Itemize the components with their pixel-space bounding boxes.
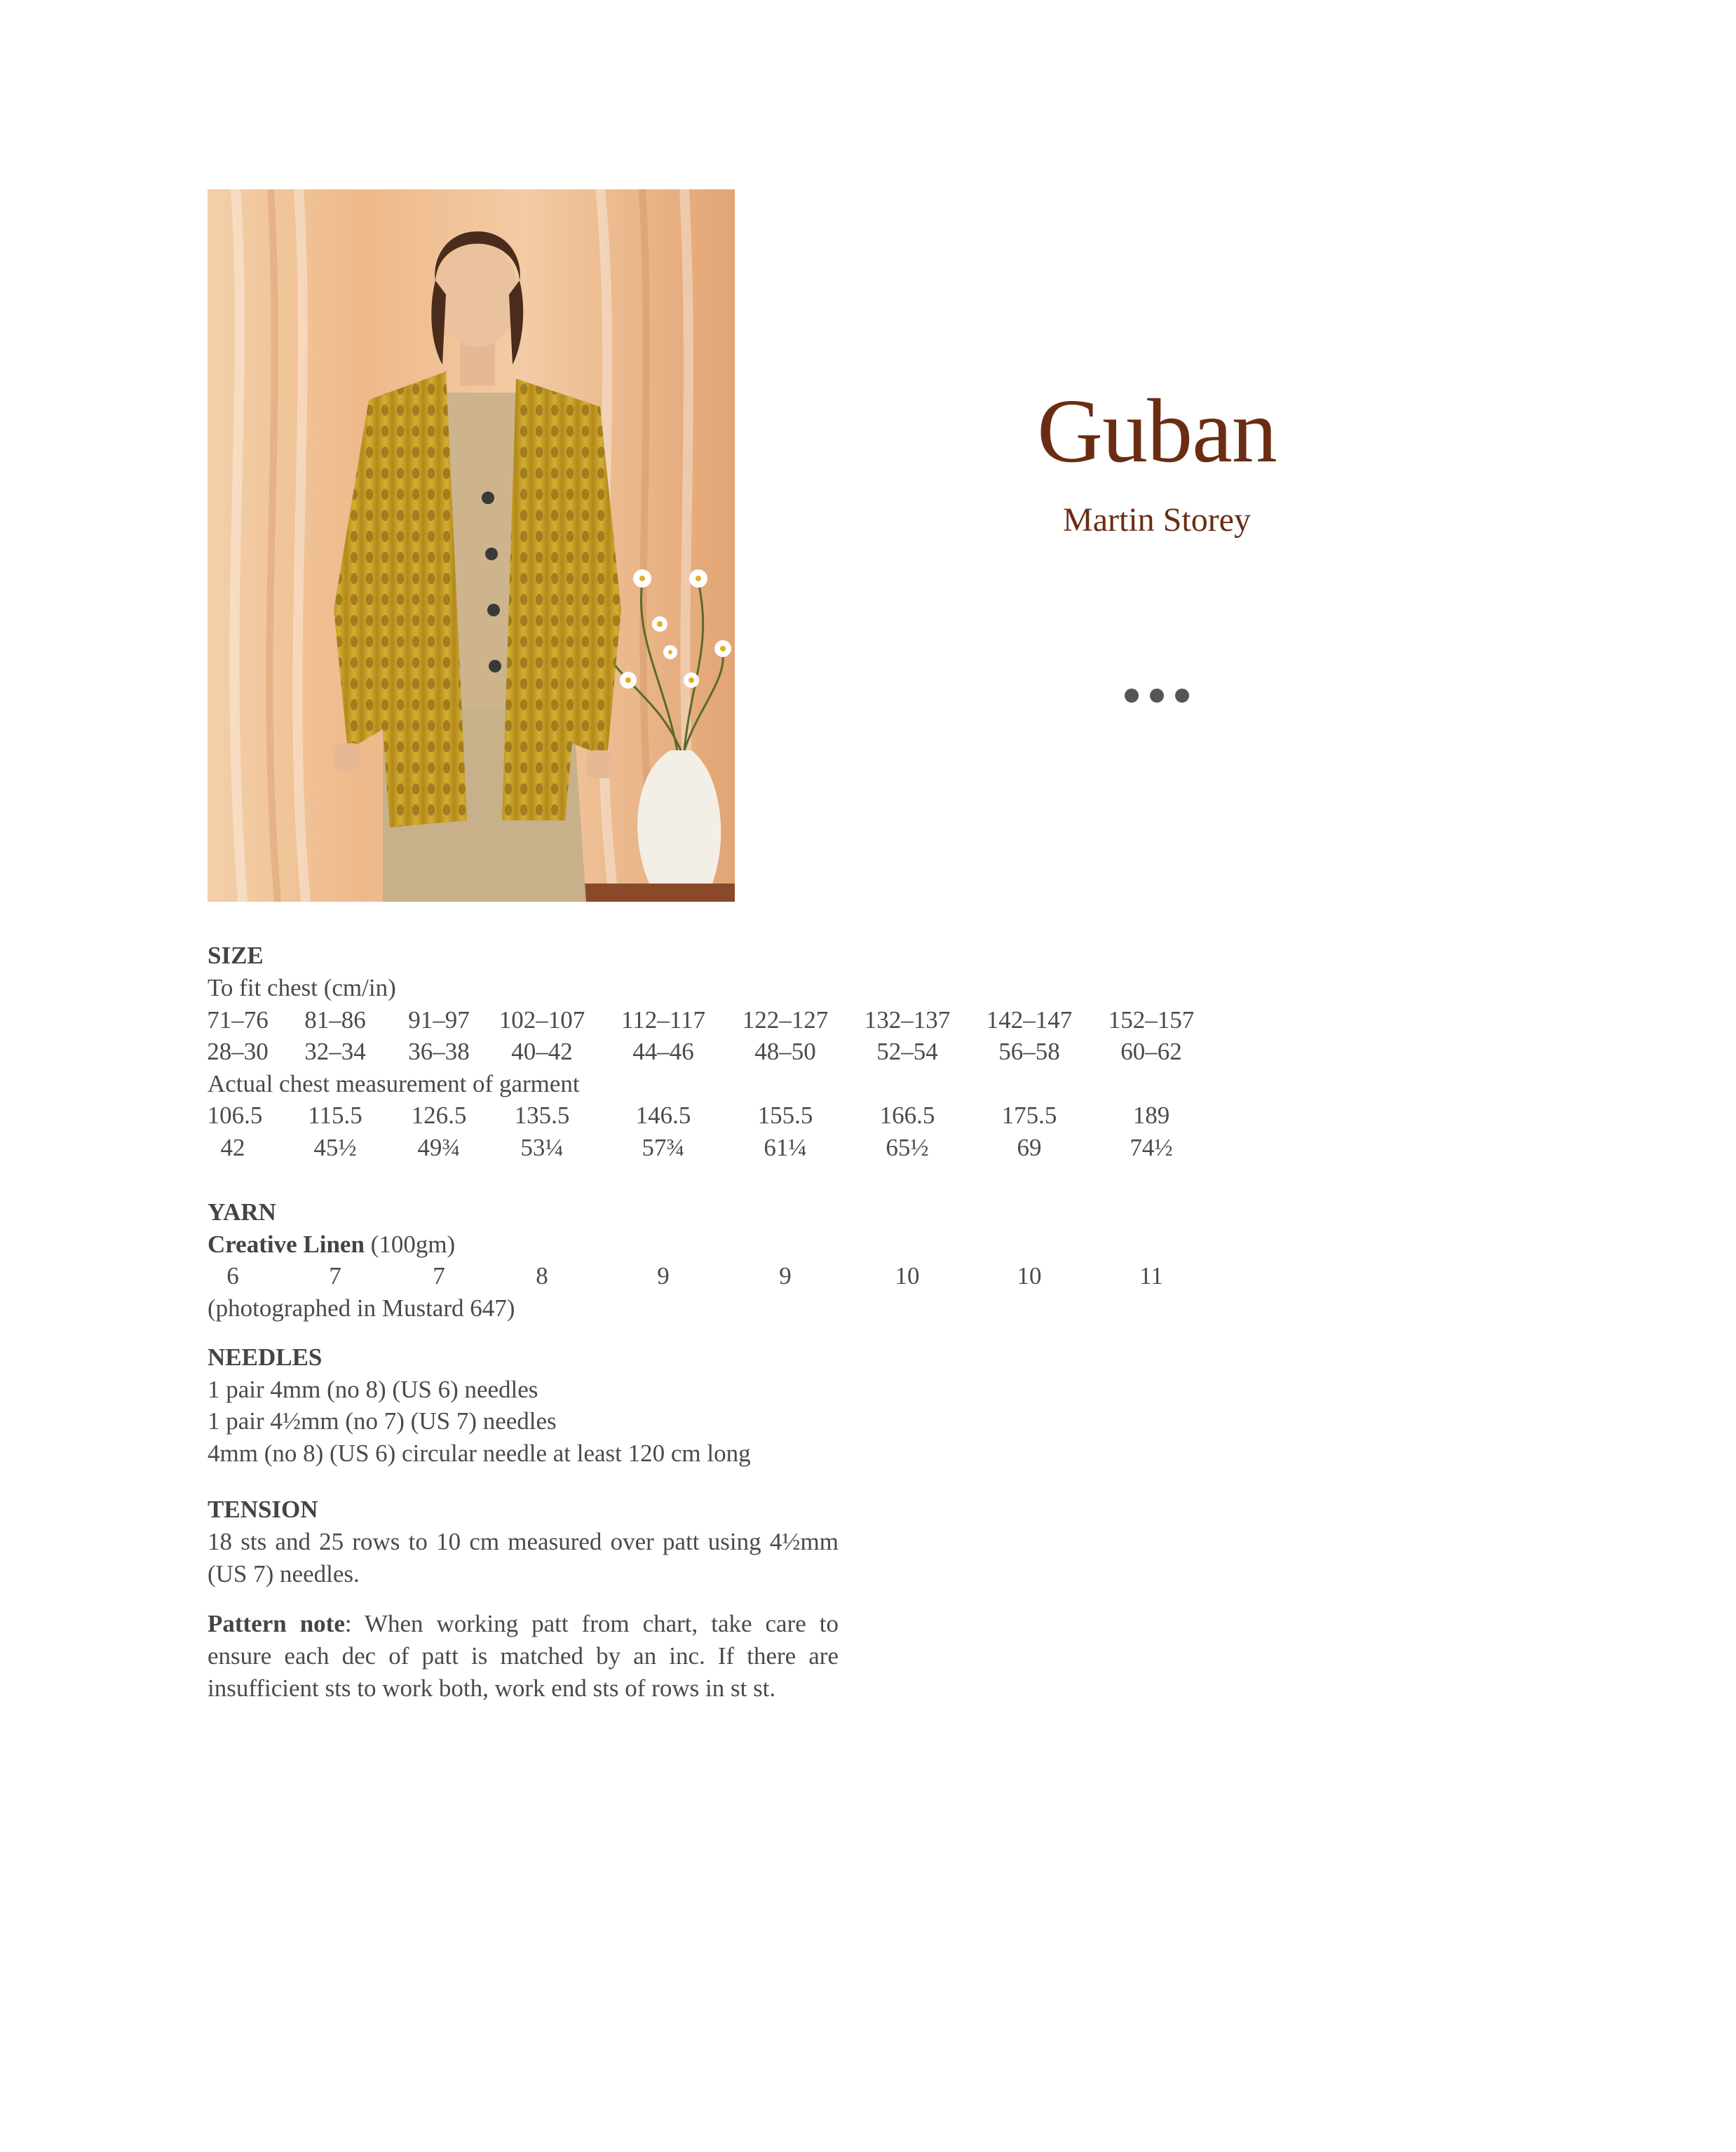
dot-icon bbox=[1150, 689, 1164, 703]
size-cell: 81–86 bbox=[304, 1006, 366, 1034]
yarn-qty-cell: 6 bbox=[226, 1262, 239, 1290]
size-cell: 65½ bbox=[886, 1134, 929, 1161]
size-cell: 146.5 bbox=[635, 1102, 691, 1129]
size-cell: 102–107 bbox=[499, 1006, 585, 1034]
size-cell: 44–46 bbox=[632, 1038, 694, 1065]
size-cell: 61¼ bbox=[764, 1134, 807, 1161]
size-cell: 74½ bbox=[1130, 1134, 1173, 1161]
model-photo bbox=[208, 189, 735, 902]
size-cell: 32–34 bbox=[304, 1038, 366, 1065]
yarn-qty-cell: 11 bbox=[1139, 1262, 1163, 1290]
size-cell: 36–38 bbox=[408, 1038, 470, 1065]
pattern-title: Guban bbox=[1037, 381, 1277, 482]
pattern-note bbox=[208, 1608, 839, 1705]
decorative-dots bbox=[1125, 689, 1189, 704]
size-cell: 135.5 bbox=[514, 1102, 570, 1129]
designer-name: Martin Storey bbox=[1063, 501, 1251, 539]
size-cell: 52–54 bbox=[876, 1038, 938, 1065]
size-cell: 56–58 bbox=[998, 1038, 1060, 1065]
size-fit-label: To fit chest (cm/in) bbox=[208, 974, 396, 1001]
yarn-qty-cell: 10 bbox=[895, 1262, 920, 1290]
pattern-note-text: : When working patt from chart, take care to ensure each dec of patt is matched by an inc. If there are insufficient sts to work both, work end sts of rows in st st. bbox=[208, 1610, 839, 1702]
actual-chest-label: Actual chest measurement of garment bbox=[208, 1070, 580, 1097]
pattern-note-label: Pattern note bbox=[208, 1610, 345, 1637]
yarn-name-line bbox=[208, 1229, 455, 1261]
yarn-qty-cell: 9 bbox=[657, 1262, 670, 1290]
size-cell: 69 bbox=[1017, 1134, 1042, 1161]
size-cell: 155.5 bbox=[757, 1102, 813, 1129]
size-cell: 45½ bbox=[313, 1134, 357, 1161]
size-cell: 53¼ bbox=[520, 1134, 564, 1161]
yarn-qty-cell: 7 bbox=[433, 1262, 445, 1290]
dot-icon bbox=[1175, 689, 1189, 703]
size-cell: 106.5 bbox=[207, 1102, 263, 1129]
size-cell: 122–127 bbox=[742, 1006, 829, 1034]
size-cell: 115.5 bbox=[308, 1102, 362, 1129]
size-cell: 112–117 bbox=[621, 1006, 705, 1034]
size-cell: 42 bbox=[220, 1134, 245, 1161]
yarn-qty-cell: 10 bbox=[1017, 1262, 1042, 1290]
size-cell: 49¾ bbox=[417, 1134, 461, 1161]
tension-text: 18 sts and 25 rows to 10 cm measured over patt using 4½mm (US 7) needles. bbox=[208, 1528, 839, 1588]
size-cell: 28–30 bbox=[207, 1038, 269, 1065]
size-cell: 57¾ bbox=[642, 1134, 685, 1161]
needle-line: 1 pair 4mm (no 8) (US 6) needles bbox=[208, 1376, 538, 1403]
size-cell: 189 bbox=[1132, 1102, 1170, 1129]
size-cell: 132–137 bbox=[864, 1006, 951, 1034]
yarn-weight: (100gm) bbox=[370, 1231, 456, 1258]
size-heading: SIZE bbox=[208, 942, 264, 969]
yarn-name: Creative Linen bbox=[208, 1231, 365, 1258]
size-cell: 166.5 bbox=[879, 1102, 935, 1129]
needle-line: 1 pair 4½mm (no 7) (US 7) needles bbox=[208, 1407, 557, 1435]
yarn-qty-cell: 9 bbox=[779, 1262, 792, 1290]
needles-heading: NEEDLES bbox=[208, 1344, 323, 1371]
size-cell: 175.5 bbox=[1001, 1102, 1057, 1129]
size-cell: 60–62 bbox=[1120, 1038, 1182, 1065]
size-cell: 126.5 bbox=[411, 1102, 467, 1129]
size-cell: 91–97 bbox=[408, 1006, 470, 1034]
yarn-shade: (photographed in Mustard 647) bbox=[208, 1294, 515, 1322]
yarn-qty-cell: 8 bbox=[536, 1262, 548, 1290]
size-cell: 40–42 bbox=[511, 1038, 573, 1065]
size-cell: 142–147 bbox=[986, 1006, 1073, 1034]
yarn-heading: YARN bbox=[208, 1198, 276, 1226]
needle-line: 4mm (no 8) (US 6) circular needle at least 120 cm long bbox=[208, 1440, 751, 1467]
size-cell: 71–76 bbox=[207, 1006, 269, 1034]
photo-illustration bbox=[208, 189, 735, 902]
size-cell: 48–50 bbox=[754, 1038, 816, 1065]
dot-icon bbox=[1125, 689, 1139, 703]
yarn-qty-cell: 7 bbox=[329, 1262, 341, 1290]
size-cell: 152–157 bbox=[1108, 1006, 1195, 1034]
tension-heading: TENSION bbox=[208, 1496, 318, 1523]
